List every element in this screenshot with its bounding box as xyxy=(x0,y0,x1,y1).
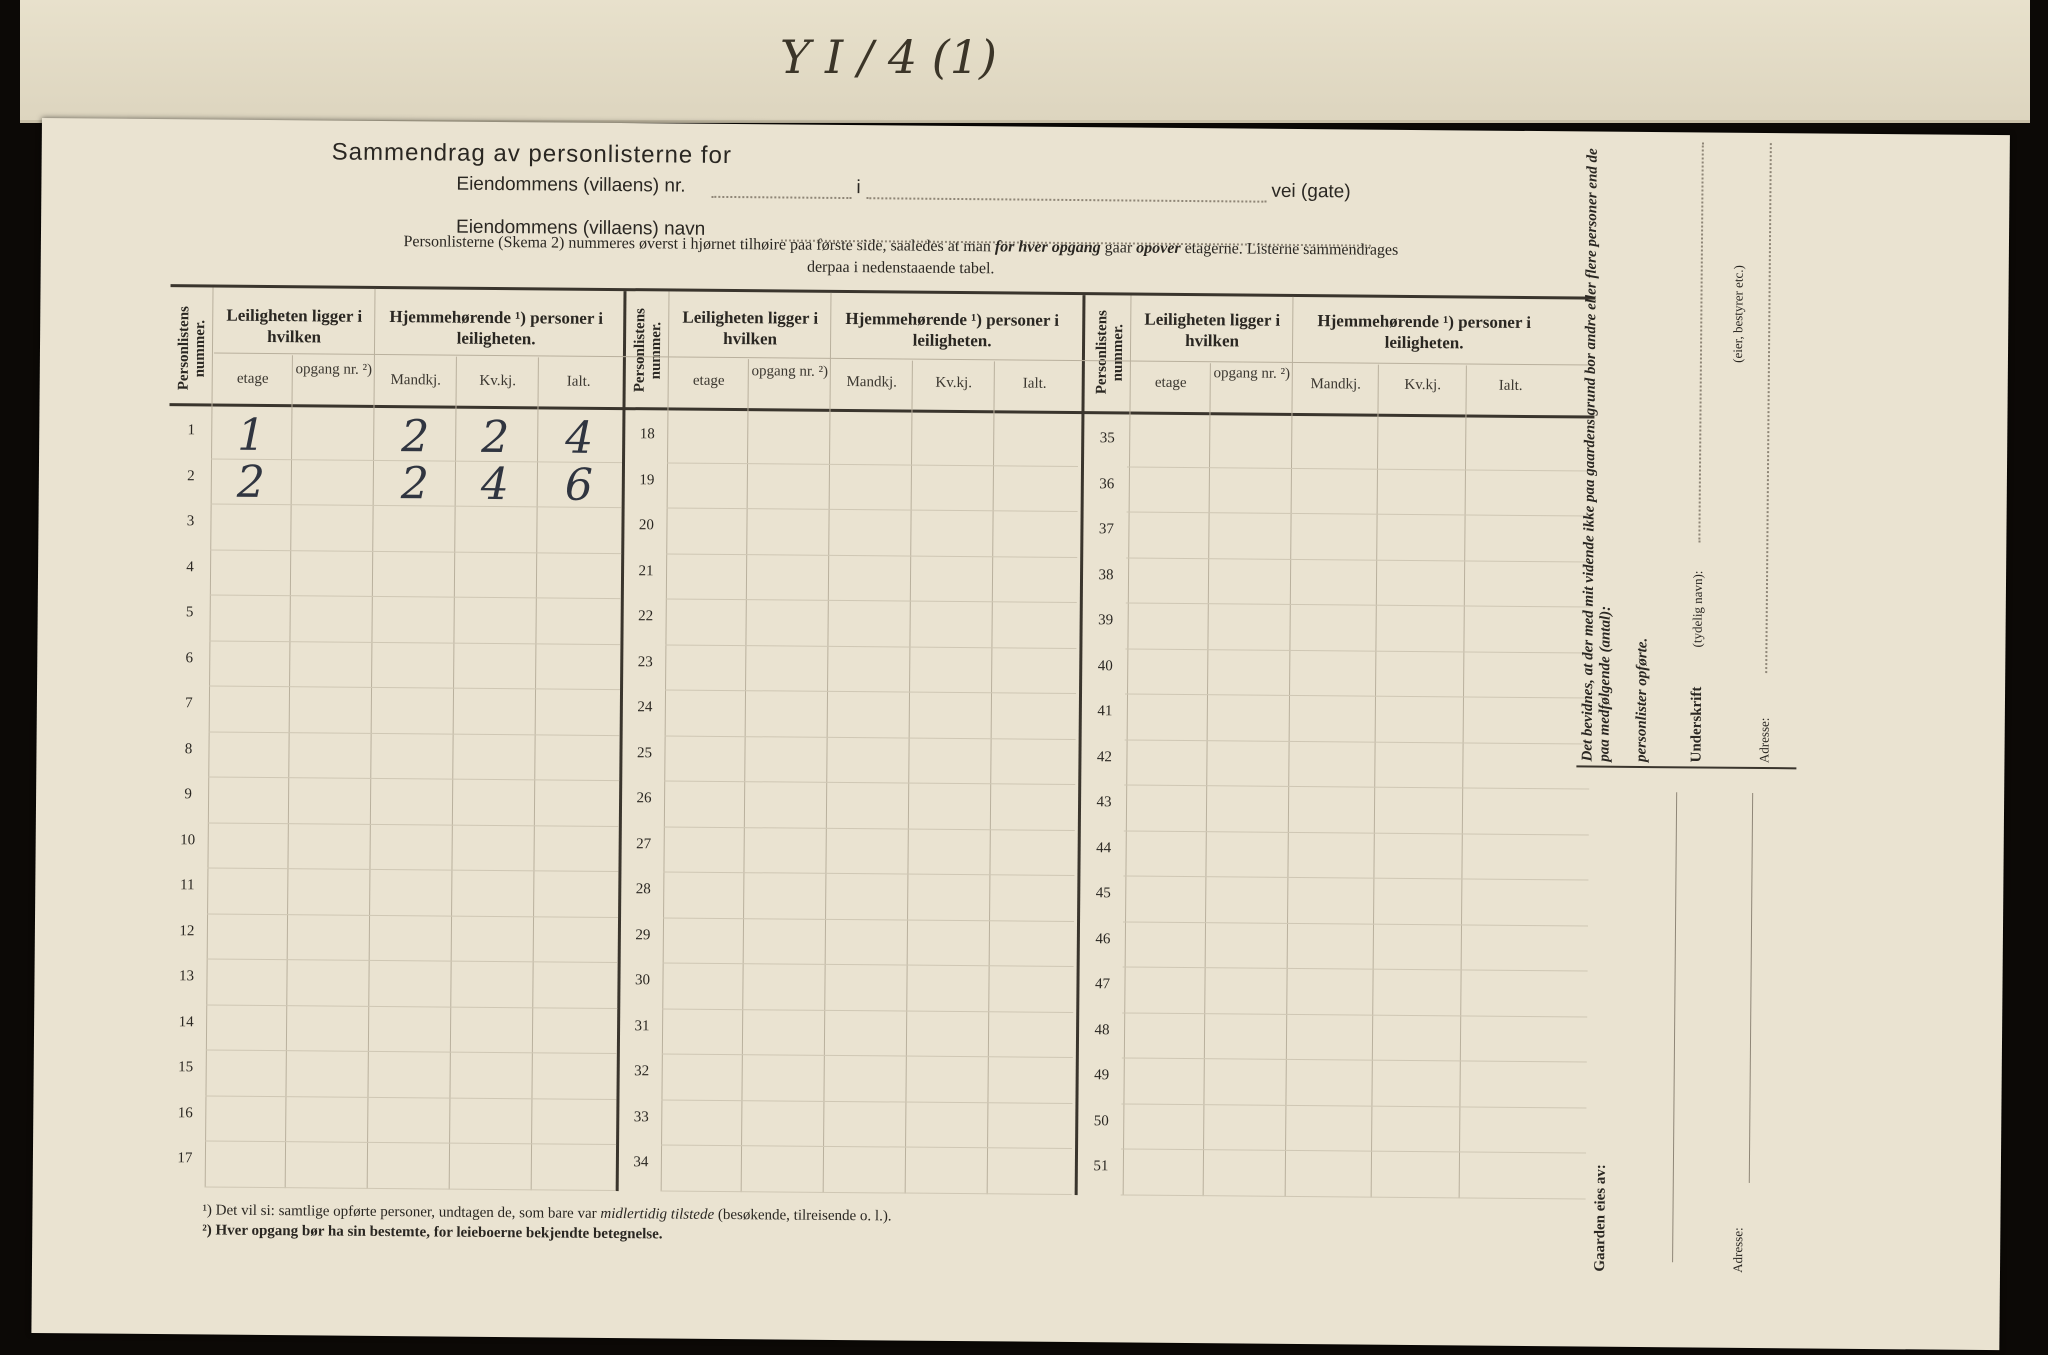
adresse-field-2[interactable] xyxy=(1749,793,1753,1183)
block1-row-number: 13 xyxy=(178,968,195,985)
block2-row-number: 20 xyxy=(638,517,655,534)
block2-row-number: 18 xyxy=(639,426,655,443)
property-nr-label: Eiendommens (villaens) nr. xyxy=(456,173,686,197)
table-top-rule xyxy=(171,284,1596,299)
block3-kvkj-subheader: Kv.kj. xyxy=(1404,376,1442,394)
block2-row-line xyxy=(665,689,1076,694)
block2-row-line xyxy=(663,962,1074,967)
block2-row-line xyxy=(664,826,1075,831)
intro-em-2: opover xyxy=(1136,239,1181,257)
block3-personlistens-header: Personlistens nummer. xyxy=(1093,310,1127,395)
block3-mandkj-subheader: Mandkj. xyxy=(1310,376,1361,393)
block2-row-line xyxy=(662,1008,1073,1013)
adresse-label-2: Adresse: xyxy=(1729,1227,1746,1273)
block3-row-number: 43 xyxy=(1096,794,1112,811)
block3-row-number: 50 xyxy=(1093,1112,1109,1129)
block2-row-line xyxy=(667,462,1078,467)
block3-row-line xyxy=(1127,466,1592,471)
block2-row-number: 33 xyxy=(633,1108,649,1125)
block1-hjemmehorende-header: Hjemmehørende ¹) personer i leiligheten. xyxy=(389,307,604,349)
block2-mandkj-subheader: Mandkj. xyxy=(846,374,897,391)
adresse-label-1: Adresse: xyxy=(1756,717,1772,764)
entry-row1-etage: 1 xyxy=(237,409,266,461)
block3-row-number: 39 xyxy=(1098,612,1114,629)
block3-row-line xyxy=(1125,693,1590,698)
column-divider xyxy=(1371,365,1379,1198)
block2-row-number: 30 xyxy=(634,972,651,989)
block2-row-line xyxy=(663,871,1074,876)
intro-em-1: for hver opgang xyxy=(994,238,1101,257)
block2-row-number: 23 xyxy=(637,653,653,670)
block3-row-number: 48 xyxy=(1094,1021,1110,1038)
block1-kvkj-subheader: Kv.kj. xyxy=(479,372,517,390)
entry-row2-kvkj: 4 xyxy=(480,458,510,511)
block2-row-number: 22 xyxy=(638,608,654,625)
block1-row-number: 12 xyxy=(179,922,195,939)
column-divider xyxy=(741,359,749,1192)
block1-row-line xyxy=(209,640,620,645)
adresse-field-1[interactable] xyxy=(1765,143,1772,673)
entry-row1-mandkj: 2 xyxy=(401,411,430,463)
block3-row-number: 42 xyxy=(1096,748,1113,765)
block3-row-line xyxy=(1121,1103,1586,1108)
street-suffix: vei (gate) xyxy=(1271,180,1351,203)
block2-ialt-subheader: Ialt. xyxy=(1022,375,1047,392)
block2-row-number: 21 xyxy=(638,562,654,579)
block3-row-line xyxy=(1125,739,1590,744)
gaarden-eies-label: Gaarden eies av: xyxy=(1591,1164,1609,1272)
block2-personlistens-header: Personlistens nummer. xyxy=(631,308,665,393)
block3-row-line xyxy=(1122,1057,1587,1062)
block1-row-line xyxy=(207,958,618,963)
block3-row-line xyxy=(1124,784,1589,789)
block2-row-number: 32 xyxy=(634,1063,650,1080)
block1-row-line xyxy=(210,594,621,599)
summary-table xyxy=(163,284,1596,1206)
block2-etage-subheader: etage xyxy=(692,372,725,389)
block2-row-number: 25 xyxy=(636,744,653,761)
block2-row-line xyxy=(664,780,1075,785)
block1-row-number: 3 xyxy=(186,513,195,530)
column-divider xyxy=(449,357,457,1190)
footnote-1-b: (besøkende, tilreisende o. l.). xyxy=(714,1206,892,1225)
block3-row-line xyxy=(1124,830,1589,835)
intro-line1-a: Personlisterne (Skema 2) nummeres øverst i hjørnet tilhøire paa første side, saaledes at man xyxy=(403,233,995,256)
tydelig-navn-label: (tydelig navn): xyxy=(1689,570,1706,648)
block1-row-line xyxy=(207,867,618,872)
property-nr-field[interactable] xyxy=(711,196,851,199)
block3-row-number: 44 xyxy=(1096,839,1112,856)
block1-row-number: 1 xyxy=(187,422,196,439)
intro-line1-c: etagerne. Listerne sammendrages xyxy=(1180,239,1399,259)
block3-row-number: 36 xyxy=(1099,475,1115,492)
form-title: Sammendrag av personlisterne for xyxy=(331,138,733,170)
block1-row-line xyxy=(205,1095,616,1100)
street-prefix: i xyxy=(856,177,861,199)
block2-row-number: 28 xyxy=(635,881,651,898)
block1-row-number: 5 xyxy=(185,604,194,621)
column-divider xyxy=(367,289,376,1189)
owner-field-line[interactable] xyxy=(1672,792,1677,1262)
block3-row-number: 47 xyxy=(1094,976,1111,993)
entry-row2-etage: 2 xyxy=(236,456,266,508)
footnote-1-em: midlertidig tilstede xyxy=(600,1205,715,1223)
street-field[interactable] xyxy=(866,197,1266,202)
block2-row-number: 27 xyxy=(636,835,652,852)
block1-row-line xyxy=(206,1004,617,1009)
block2-row-number: 34 xyxy=(633,1154,649,1171)
block3-row-line xyxy=(1121,1148,1586,1153)
block1-row-number: 17 xyxy=(177,1150,193,1167)
block2-kvkj-subheader: Kv.kj. xyxy=(935,374,973,392)
intro-line1-b: gaar xyxy=(1100,239,1137,257)
block1-row-line xyxy=(205,1186,616,1191)
block2-row-line xyxy=(661,1144,1072,1149)
block3-row-number: 38 xyxy=(1098,566,1114,583)
block1-leiligheten-header: Leiligheten ligger i hvilken xyxy=(226,305,363,347)
block1-ialt-subheader: Ialt. xyxy=(566,373,591,390)
block1-row-number: 8 xyxy=(184,740,193,757)
block3-row-line xyxy=(1126,602,1591,607)
block2-row-line xyxy=(661,1099,1072,1104)
block1-row-number: 14 xyxy=(178,1013,194,1030)
block3-row-number: 45 xyxy=(1095,885,1111,902)
block1-row-number: 7 xyxy=(185,695,193,712)
underskrift-label: Underskrift xyxy=(1688,686,1706,763)
block3-hjemmehorende-header: Hjemmehørende ¹) personer i leiligheten. xyxy=(1317,311,1532,353)
table-header-rule xyxy=(169,403,1594,418)
block-divider xyxy=(1075,295,1086,1195)
block2-leiligheten-header: Leiligheten ligger i hvilken xyxy=(682,307,819,349)
column-divider xyxy=(905,361,913,1194)
entry-row2-mandkj: 2 xyxy=(400,458,430,510)
block3-row-number: 49 xyxy=(1094,1067,1110,1084)
block2-hjemmehorende-header: Hjemmehørende ¹) personer i leiligheten. xyxy=(845,309,1060,351)
block3-leiligheten-header: Leiligheten ligger i hvilken xyxy=(1144,309,1281,351)
block1-etage-subheader: etage xyxy=(236,370,269,387)
block2-row-line xyxy=(663,917,1074,922)
column-divider xyxy=(987,361,995,1194)
block2-row-line xyxy=(661,1190,1072,1195)
block1-row-number: 2 xyxy=(187,467,195,484)
footnote-2: ²) Hver opgang bør ha sin bestemte, for leieboerne bekjendte betegnelse. xyxy=(202,1222,663,1243)
block1-row-number: 15 xyxy=(178,1059,194,1076)
block1-row-number: 11 xyxy=(180,877,195,894)
previous-page-strip xyxy=(20,0,2030,123)
intro-line2: derpaa i nedenstaaende tabel. xyxy=(806,258,995,278)
block2-row-number: 26 xyxy=(636,790,652,807)
entry-row2-ialt: 6 xyxy=(564,459,594,511)
block1-row-line xyxy=(209,685,620,690)
block1-row-line xyxy=(209,731,620,736)
column-divider xyxy=(823,293,832,1193)
block3-row-line xyxy=(1123,875,1588,880)
block3-row-line xyxy=(1126,557,1591,562)
block2-row-line xyxy=(667,507,1078,512)
block1-row-line xyxy=(210,549,621,554)
block-divider xyxy=(616,291,627,1191)
block1-row-line xyxy=(208,822,619,827)
block1-row-number: 4 xyxy=(186,558,194,575)
block3-row-number: 37 xyxy=(1098,521,1115,538)
block2-row-number: 29 xyxy=(635,926,651,943)
block2-row-line xyxy=(666,553,1077,558)
block3-etage-subheader: etage xyxy=(1154,374,1187,391)
block3-row-number: 40 xyxy=(1097,657,1113,674)
census-form-page xyxy=(31,118,2010,1350)
handwritten-top-note: Y I / 4 (1) xyxy=(780,30,997,84)
block3-row-number: 51 xyxy=(1093,1158,1109,1175)
block2-row-line xyxy=(665,644,1076,649)
certify-statement: Det bevidnes, at der med mit vidende ikke paa gaardens grund bor andre eller flere personer end de paa medfølgende (antal): xyxy=(1579,148,1614,762)
block3-row-line xyxy=(1127,511,1592,516)
footnote-1 xyxy=(202,1202,891,1225)
block3-row-line xyxy=(1122,1012,1587,1017)
block1-row-line xyxy=(208,776,619,781)
block2-opgang-subheader: opgang nr. ²) xyxy=(751,363,829,380)
block2-row-line xyxy=(665,735,1076,740)
block2-row-line xyxy=(666,598,1077,603)
block1-row-number: 9 xyxy=(184,786,192,803)
block1-personlistens-header: Personlistens nummer. xyxy=(175,306,209,391)
block1-opgang-subheader: opgang nr. ²) xyxy=(295,361,373,378)
entry-row1-ialt: 4 xyxy=(565,412,594,464)
subheader-rule xyxy=(214,353,1594,366)
block1-row-line xyxy=(206,1049,617,1054)
block3-opgang-subheader: opgang nr. ²) xyxy=(1213,365,1291,382)
intro-text xyxy=(211,229,1591,285)
block2-row-number: 19 xyxy=(639,471,655,488)
block3-row-number: 46 xyxy=(1095,930,1111,947)
block3-row-line xyxy=(1123,921,1588,926)
block2-row-number: 31 xyxy=(634,1017,650,1034)
underskrift-field[interactable] xyxy=(1698,142,1703,542)
bestyrer-label: (eier, bestyrer etc.) xyxy=(1729,265,1746,363)
block1-row-line xyxy=(207,913,618,918)
block1-row-number: 6 xyxy=(185,649,194,666)
block2-row-number: 24 xyxy=(637,699,653,716)
block1-row-number: 10 xyxy=(180,831,196,848)
entry-row1-kvkj: 2 xyxy=(481,411,510,464)
block3-ialt-subheader: Ialt. xyxy=(1498,377,1523,394)
column-divider xyxy=(1285,297,1294,1197)
block1-row-line xyxy=(205,1140,616,1145)
column-divider xyxy=(1459,365,1467,1198)
block3-row-line xyxy=(1125,648,1590,653)
block3-row-number: 35 xyxy=(1099,430,1115,447)
block1-row-number: 16 xyxy=(177,1104,193,1121)
column-divider xyxy=(285,355,293,1188)
block1-mandkj-subheader: Mandkj. xyxy=(390,372,441,389)
property-name-label: Eiendommens (villaens) navn xyxy=(455,216,706,240)
column-divider xyxy=(1203,363,1211,1196)
block3-row-line xyxy=(1123,966,1588,971)
footnote-1-a: ¹) Det vil si: samtlige opførte personer, undtagen de, som bare var xyxy=(202,1202,601,1222)
certify-end: personlister opførte. xyxy=(1633,637,1651,763)
column-divider xyxy=(531,357,539,1190)
certify-rule xyxy=(1576,765,1796,769)
block3-row-line xyxy=(1121,1194,1586,1199)
block3-row-number: 41 xyxy=(1097,703,1113,720)
block2-row-line xyxy=(662,1053,1073,1058)
